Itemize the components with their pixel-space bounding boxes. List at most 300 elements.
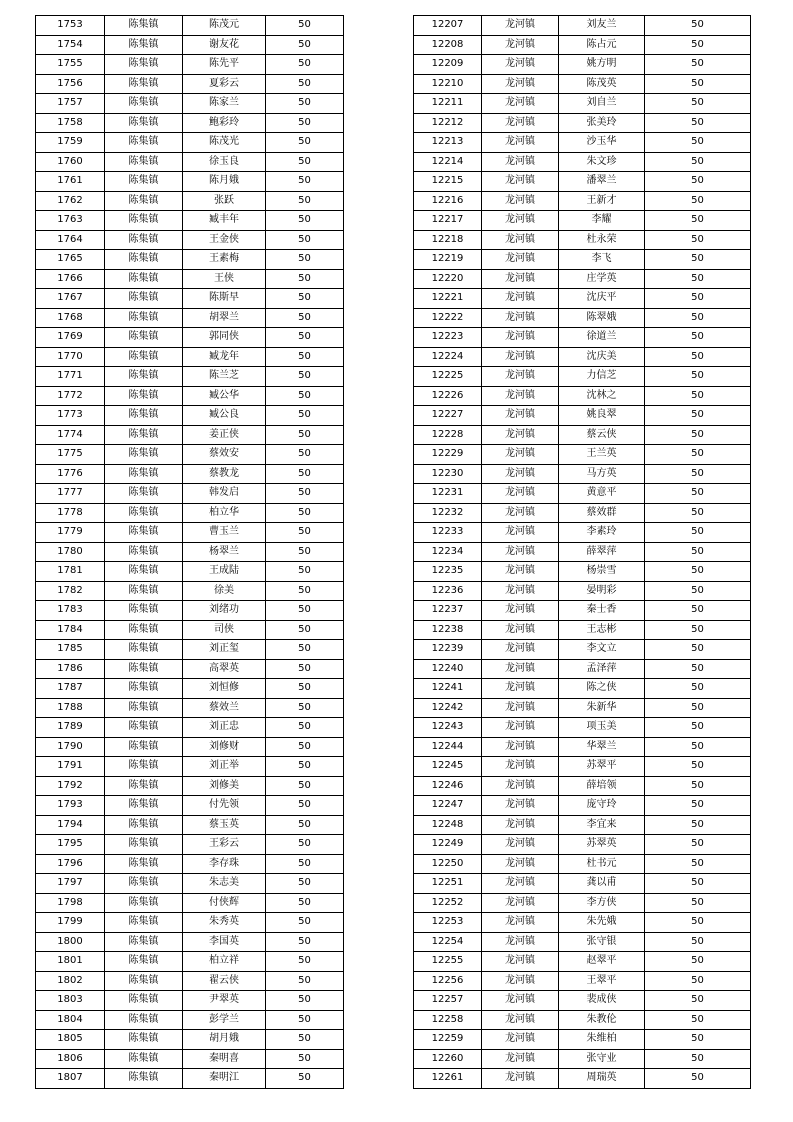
town-cell: 陈集镇 xyxy=(105,1010,183,1030)
town-cell: 陈集镇 xyxy=(105,718,183,738)
right-roster-body xyxy=(414,16,751,1089)
person-name-cell: 蔡云侠 xyxy=(559,425,645,445)
table-row xyxy=(36,133,344,153)
person-name-cell: 沈庆美 xyxy=(559,347,645,367)
serial-number-cell: 12240 xyxy=(414,659,482,679)
table-row xyxy=(414,952,751,972)
person-name-cell: 周瑞英 xyxy=(559,1069,645,1089)
table-row xyxy=(414,113,751,133)
table-row xyxy=(36,893,344,913)
table-row xyxy=(414,1069,751,1089)
serial-number-cell: 12227 xyxy=(414,406,482,426)
person-name-cell: 胡翠兰 xyxy=(183,308,266,328)
person-name-cell: 秦明江 xyxy=(183,1069,266,1089)
table-row xyxy=(414,796,751,816)
person-name-cell: 张美玲 xyxy=(559,113,645,133)
table-row xyxy=(414,776,751,796)
table-row xyxy=(36,367,344,387)
table-row xyxy=(414,893,751,913)
serial-number-cell: 1807 xyxy=(36,1069,105,1089)
amount-cell: 50 xyxy=(645,172,751,192)
person-name-cell: 马方英 xyxy=(559,464,645,484)
person-name-cell: 杨崇雪 xyxy=(559,562,645,582)
amount-cell: 50 xyxy=(266,932,344,952)
serial-number-cell: 12223 xyxy=(414,328,482,348)
person-name-cell: 沈庆平 xyxy=(559,289,645,309)
table-row xyxy=(414,211,751,231)
person-name-cell: 夏彩云 xyxy=(183,74,266,94)
amount-cell: 50 xyxy=(645,952,751,972)
serial-number-cell: 12247 xyxy=(414,796,482,816)
left-roster-body xyxy=(36,16,344,1089)
amount-cell: 50 xyxy=(645,854,751,874)
amount-cell: 50 xyxy=(645,445,751,465)
person-name-cell: 臧公华 xyxy=(183,386,266,406)
person-name-cell: 臧龙年 xyxy=(183,347,266,367)
person-name-cell: 李飞 xyxy=(559,250,645,270)
person-name-cell: 翟云侠 xyxy=(183,971,266,991)
table-row xyxy=(36,971,344,991)
town-cell: 龙河镇 xyxy=(482,698,559,718)
amount-cell: 50 xyxy=(645,1010,751,1030)
amount-cell: 50 xyxy=(266,484,344,504)
serial-number-cell: 12250 xyxy=(414,854,482,874)
table-row xyxy=(414,55,751,75)
person-name-cell: 陈翠娥 xyxy=(559,308,645,328)
amount-cell: 50 xyxy=(266,308,344,328)
person-name-cell: 李存珠 xyxy=(183,854,266,874)
amount-cell: 50 xyxy=(645,991,751,1011)
person-name-cell: 张守业 xyxy=(559,1049,645,1069)
serial-number-cell: 12234 xyxy=(414,542,482,562)
amount-cell: 50 xyxy=(645,113,751,133)
table-row xyxy=(414,1030,751,1050)
serial-number-cell: 1782 xyxy=(36,581,105,601)
town-cell: 龙河镇 xyxy=(482,737,559,757)
serial-number-cell: 12231 xyxy=(414,484,482,504)
amount-cell: 50 xyxy=(645,55,751,75)
table-row xyxy=(414,191,751,211)
person-name-cell: 庞守玲 xyxy=(559,796,645,816)
person-name-cell: 朱先娥 xyxy=(559,913,645,933)
table-row xyxy=(36,191,344,211)
person-name-cell: 刘正忠 xyxy=(183,718,266,738)
person-name-cell: 裴成侠 xyxy=(559,991,645,1011)
town-cell: 陈集镇 xyxy=(105,757,183,777)
amount-cell: 50 xyxy=(266,445,344,465)
table-row xyxy=(414,250,751,270)
amount-cell: 50 xyxy=(266,172,344,192)
town-cell: 陈集镇 xyxy=(105,113,183,133)
person-name-cell: 陈茂英 xyxy=(559,74,645,94)
table-row xyxy=(36,854,344,874)
town-cell: 龙河镇 xyxy=(482,757,559,777)
serial-number-cell: 12219 xyxy=(414,250,482,270)
person-name-cell: 朱教伦 xyxy=(559,1010,645,1030)
person-name-cell: 徐道兰 xyxy=(559,328,645,348)
amount-cell: 50 xyxy=(645,874,751,894)
town-cell: 陈集镇 xyxy=(105,484,183,504)
serial-number-cell: 1802 xyxy=(36,971,105,991)
town-cell: 龙河镇 xyxy=(482,874,559,894)
amount-cell: 50 xyxy=(266,367,344,387)
table-row xyxy=(36,464,344,484)
table-row xyxy=(414,328,751,348)
town-cell: 龙河镇 xyxy=(482,562,559,582)
person-name-cell: 姚方明 xyxy=(559,55,645,75)
person-name-cell: 付侠辉 xyxy=(183,893,266,913)
town-cell: 陈集镇 xyxy=(105,367,183,387)
serial-number-cell: 1803 xyxy=(36,991,105,1011)
town-cell: 龙河镇 xyxy=(482,718,559,738)
person-name-cell: 晏明彩 xyxy=(559,581,645,601)
town-cell: 陈集镇 xyxy=(105,796,183,816)
amount-cell: 50 xyxy=(266,640,344,660)
right-roster-table xyxy=(413,15,751,1089)
person-name-cell: 黄意平 xyxy=(559,484,645,504)
table-row xyxy=(36,250,344,270)
table-row xyxy=(36,16,344,36)
serial-number-cell: 1785 xyxy=(36,640,105,660)
amount-cell: 50 xyxy=(645,484,751,504)
table-row xyxy=(414,757,751,777)
town-cell: 龙河镇 xyxy=(482,464,559,484)
town-cell: 陈集镇 xyxy=(105,854,183,874)
table-row xyxy=(36,523,344,543)
amount-cell: 50 xyxy=(266,737,344,757)
amount-cell: 50 xyxy=(645,94,751,114)
town-cell: 龙河镇 xyxy=(482,620,559,640)
serial-number-cell: 12230 xyxy=(414,464,482,484)
table-row xyxy=(36,328,344,348)
town-cell: 龙河镇 xyxy=(482,1010,559,1030)
town-cell: 陈集镇 xyxy=(105,250,183,270)
table-row xyxy=(414,94,751,114)
person-name-cell: 柏立祥 xyxy=(183,952,266,972)
person-name-cell: 陈月娥 xyxy=(183,172,266,192)
town-cell: 陈集镇 xyxy=(105,874,183,894)
amount-cell: 50 xyxy=(266,1030,344,1050)
town-cell: 龙河镇 xyxy=(482,601,559,621)
amount-cell: 50 xyxy=(266,211,344,231)
table-row xyxy=(36,1069,344,1089)
town-cell: 龙河镇 xyxy=(482,94,559,114)
serial-number-cell: 12238 xyxy=(414,620,482,640)
serial-number-cell: 12222 xyxy=(414,308,482,328)
person-name-cell: 陈茂元 xyxy=(183,16,266,36)
amount-cell: 50 xyxy=(645,152,751,172)
serial-number-cell: 12217 xyxy=(414,211,482,231)
town-cell: 龙河镇 xyxy=(482,659,559,679)
serial-number-cell: 1800 xyxy=(36,932,105,952)
table-row xyxy=(414,35,751,55)
person-name-cell: 蔡效兰 xyxy=(183,698,266,718)
amount-cell: 50 xyxy=(645,250,751,270)
person-name-cell: 项玉美 xyxy=(559,718,645,738)
person-name-cell: 刘正玺 xyxy=(183,640,266,660)
table-row xyxy=(36,757,344,777)
person-name-cell: 刘恒修 xyxy=(183,679,266,699)
table-row xyxy=(414,1049,751,1069)
town-cell: 龙河镇 xyxy=(482,152,559,172)
serial-number-cell: 1763 xyxy=(36,211,105,231)
serial-number-cell: 12246 xyxy=(414,776,482,796)
amount-cell: 50 xyxy=(266,386,344,406)
serial-number-cell: 12214 xyxy=(414,152,482,172)
person-name-cell: 刘自兰 xyxy=(559,94,645,114)
serial-number-cell: 12239 xyxy=(414,640,482,660)
table-row xyxy=(414,445,751,465)
serial-number-cell: 12237 xyxy=(414,601,482,621)
serial-number-cell: 1775 xyxy=(36,445,105,465)
person-name-cell: 李耀 xyxy=(559,211,645,231)
serial-number-cell: 1804 xyxy=(36,1010,105,1030)
person-name-cell: 龚以甫 xyxy=(559,874,645,894)
amount-cell: 50 xyxy=(645,1030,751,1050)
table-row xyxy=(414,347,751,367)
town-cell: 陈集镇 xyxy=(105,991,183,1011)
serial-number-cell: 12257 xyxy=(414,991,482,1011)
serial-number-cell: 1783 xyxy=(36,601,105,621)
town-cell: 陈集镇 xyxy=(105,191,183,211)
amount-cell: 50 xyxy=(645,640,751,660)
table-row xyxy=(36,952,344,972)
town-cell: 龙河镇 xyxy=(482,815,559,835)
amount-cell: 50 xyxy=(266,94,344,114)
amount-cell: 50 xyxy=(266,542,344,562)
amount-cell: 50 xyxy=(645,757,751,777)
amount-cell: 50 xyxy=(266,425,344,445)
serial-number-cell: 12211 xyxy=(414,94,482,114)
table-row xyxy=(414,698,751,718)
town-cell: 陈集镇 xyxy=(105,679,183,699)
amount-cell: 50 xyxy=(266,796,344,816)
town-cell: 陈集镇 xyxy=(105,913,183,933)
table-row xyxy=(414,835,751,855)
table-row xyxy=(36,796,344,816)
amount-cell: 50 xyxy=(266,191,344,211)
serial-number-cell: 1781 xyxy=(36,562,105,582)
town-cell: 龙河镇 xyxy=(482,406,559,426)
serial-number-cell: 12221 xyxy=(414,289,482,309)
table-row xyxy=(414,523,751,543)
town-cell: 陈集镇 xyxy=(105,152,183,172)
table-row xyxy=(36,484,344,504)
amount-cell: 50 xyxy=(266,659,344,679)
table-row xyxy=(36,230,344,250)
serial-number-cell: 12249 xyxy=(414,835,482,855)
table-row xyxy=(36,932,344,952)
town-cell: 龙河镇 xyxy=(482,308,559,328)
person-name-cell: 尹翠英 xyxy=(183,991,266,1011)
person-name-cell: 王素梅 xyxy=(183,250,266,270)
serial-number-cell: 1767 xyxy=(36,289,105,309)
serial-number-cell: 1797 xyxy=(36,874,105,894)
person-name-cell: 徐美 xyxy=(183,581,266,601)
serial-number-cell: 1794 xyxy=(36,815,105,835)
person-name-cell: 柏立华 xyxy=(183,503,266,523)
person-name-cell: 蔡教龙 xyxy=(183,464,266,484)
amount-cell: 50 xyxy=(266,581,344,601)
serial-number-cell: 12235 xyxy=(414,562,482,582)
person-name-cell: 蔡效安 xyxy=(183,445,266,465)
town-cell: 龙河镇 xyxy=(482,250,559,270)
serial-number-cell: 1791 xyxy=(36,757,105,777)
town-cell: 龙河镇 xyxy=(482,581,559,601)
town-cell: 陈集镇 xyxy=(105,1049,183,1069)
amount-cell: 50 xyxy=(266,893,344,913)
amount-cell: 50 xyxy=(266,874,344,894)
table-row xyxy=(414,172,751,192)
amount-cell: 50 xyxy=(645,815,751,835)
town-cell: 陈集镇 xyxy=(105,698,183,718)
person-name-cell: 徐玉良 xyxy=(183,152,266,172)
person-name-cell: 沈林之 xyxy=(559,386,645,406)
serial-number-cell: 1795 xyxy=(36,835,105,855)
person-name-cell: 秦士香 xyxy=(559,601,645,621)
table-row xyxy=(36,74,344,94)
person-name-cell: 陈之侠 xyxy=(559,679,645,699)
amount-cell: 50 xyxy=(266,250,344,270)
serial-number-cell: 1787 xyxy=(36,679,105,699)
table-row xyxy=(36,1049,344,1069)
town-cell: 陈集镇 xyxy=(105,172,183,192)
person-name-cell: 臧丰年 xyxy=(183,211,266,231)
town-cell: 龙河镇 xyxy=(482,328,559,348)
person-name-cell: 刘正举 xyxy=(183,757,266,777)
person-name-cell: 韩发启 xyxy=(183,484,266,504)
person-name-cell: 薛翠萍 xyxy=(559,542,645,562)
amount-cell: 50 xyxy=(645,347,751,367)
serial-number-cell: 1799 xyxy=(36,913,105,933)
amount-cell: 50 xyxy=(266,620,344,640)
serial-number-cell: 12220 xyxy=(414,269,482,289)
table-row xyxy=(414,503,751,523)
table-row xyxy=(414,1010,751,1030)
town-cell: 陈集镇 xyxy=(105,386,183,406)
table-row xyxy=(36,601,344,621)
serial-number-cell: 12256 xyxy=(414,971,482,991)
table-row xyxy=(36,679,344,699)
table-row xyxy=(414,601,751,621)
serial-number-cell: 1774 xyxy=(36,425,105,445)
amount-cell: 50 xyxy=(266,133,344,153)
person-name-cell: 曹玉兰 xyxy=(183,523,266,543)
person-name-cell: 李国英 xyxy=(183,932,266,952)
serial-number-cell: 12218 xyxy=(414,230,482,250)
amount-cell: 50 xyxy=(266,854,344,874)
amount-cell: 50 xyxy=(266,679,344,699)
town-cell: 陈集镇 xyxy=(105,523,183,543)
table-row xyxy=(36,289,344,309)
person-name-cell: 李素玲 xyxy=(559,523,645,543)
amount-cell: 50 xyxy=(266,74,344,94)
town-cell: 龙河镇 xyxy=(482,679,559,699)
person-name-cell: 张守银 xyxy=(559,932,645,952)
table-row xyxy=(414,854,751,874)
amount-cell: 50 xyxy=(645,503,751,523)
town-cell: 龙河镇 xyxy=(482,55,559,75)
person-name-cell: 王金侠 xyxy=(183,230,266,250)
person-name-cell: 杜永荣 xyxy=(559,230,645,250)
town-cell: 龙河镇 xyxy=(482,347,559,367)
amount-cell: 50 xyxy=(645,737,751,757)
person-name-cell: 苏翠平 xyxy=(559,757,645,777)
serial-number-cell: 1764 xyxy=(36,230,105,250)
serial-number-cell: 12207 xyxy=(414,16,482,36)
table-row xyxy=(36,55,344,75)
serial-number-cell: 1780 xyxy=(36,542,105,562)
town-cell: 陈集镇 xyxy=(105,269,183,289)
serial-number-cell: 12225 xyxy=(414,367,482,387)
table-row xyxy=(36,406,344,426)
person-name-cell: 朱新华 xyxy=(559,698,645,718)
amount-cell: 50 xyxy=(645,913,751,933)
person-name-cell: 朱维柏 xyxy=(559,1030,645,1050)
amount-cell: 50 xyxy=(645,308,751,328)
serial-number-cell: 1776 xyxy=(36,464,105,484)
person-name-cell: 刘修财 xyxy=(183,737,266,757)
table-row xyxy=(414,971,751,991)
table-row xyxy=(414,484,751,504)
town-cell: 陈集镇 xyxy=(105,640,183,660)
town-cell: 陈集镇 xyxy=(105,74,183,94)
amount-cell: 50 xyxy=(645,659,751,679)
table-row xyxy=(414,308,751,328)
person-name-cell: 刘友兰 xyxy=(559,16,645,36)
amount-cell: 50 xyxy=(645,562,751,582)
town-cell: 龙河镇 xyxy=(482,1030,559,1050)
serial-number-cell: 1772 xyxy=(36,386,105,406)
serial-number-cell: 12228 xyxy=(414,425,482,445)
person-name-cell: 朱志美 xyxy=(183,874,266,894)
serial-number-cell: 1765 xyxy=(36,250,105,270)
person-name-cell: 孟泽萍 xyxy=(559,659,645,679)
amount-cell: 50 xyxy=(645,893,751,913)
table-row xyxy=(414,230,751,250)
table-row xyxy=(414,581,751,601)
serial-number-cell: 12241 xyxy=(414,679,482,699)
amount-cell: 50 xyxy=(266,1049,344,1069)
amount-cell: 50 xyxy=(645,230,751,250)
amount-cell: 50 xyxy=(645,776,751,796)
serial-number-cell: 12233 xyxy=(414,523,482,543)
table-row xyxy=(36,737,344,757)
serial-number-cell: 12209 xyxy=(414,55,482,75)
amount-cell: 50 xyxy=(266,1010,344,1030)
amount-cell: 50 xyxy=(266,230,344,250)
town-cell: 龙河镇 xyxy=(482,913,559,933)
town-cell: 陈集镇 xyxy=(105,542,183,562)
table-row xyxy=(414,620,751,640)
table-row xyxy=(414,133,751,153)
serial-number-cell: 12248 xyxy=(414,815,482,835)
serial-number-cell: 1758 xyxy=(36,113,105,133)
town-cell: 龙河镇 xyxy=(482,113,559,133)
town-cell: 陈集镇 xyxy=(105,230,183,250)
person-name-cell: 王成陆 xyxy=(183,562,266,582)
town-cell: 龙河镇 xyxy=(482,971,559,991)
serial-number-cell: 1773 xyxy=(36,406,105,426)
table-row xyxy=(414,542,751,562)
person-name-cell: 李文立 xyxy=(559,640,645,660)
table-row xyxy=(414,874,751,894)
table-row xyxy=(36,503,344,523)
serial-number-cell: 1805 xyxy=(36,1030,105,1050)
amount-cell: 50 xyxy=(645,971,751,991)
serial-number-cell: 1790 xyxy=(36,737,105,757)
amount-cell: 50 xyxy=(266,562,344,582)
